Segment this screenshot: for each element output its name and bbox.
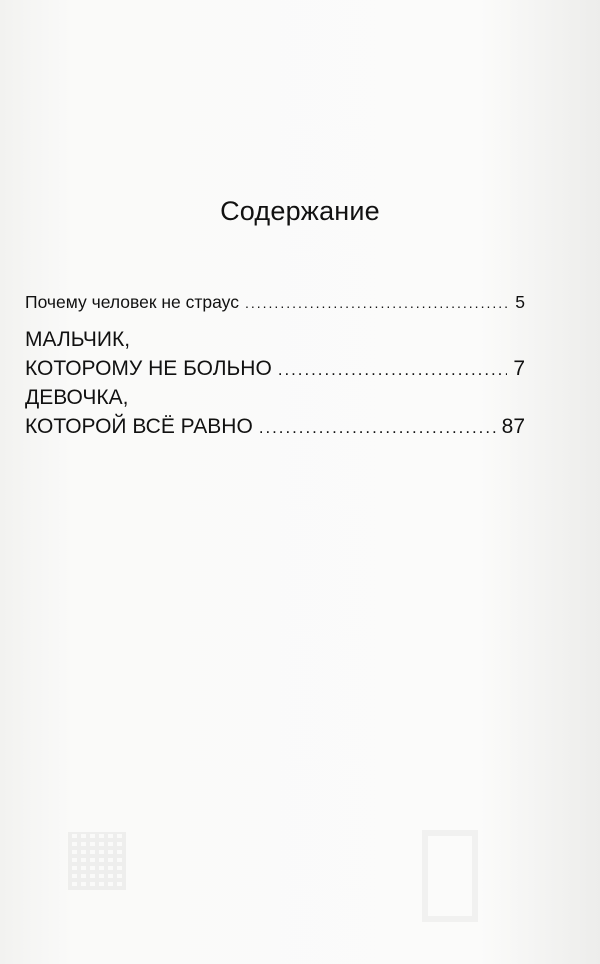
- toc-leader-dots: [259, 413, 496, 442]
- toc-entry-title-line-2: КОТОРОМУ НЕ БОЛЬНО: [25, 357, 272, 380]
- toc-entry-line: [25, 325, 525, 354]
- toc-entry-line: [25, 383, 525, 412]
- faint-publisher-logo-bleedthrough: [422, 830, 478, 922]
- toc-entry-title-line-1: ДЕВОЧКА,: [25, 386, 129, 409]
- toc-entry-1: [25, 292, 525, 313]
- toc-entry-3: [25, 383, 525, 442]
- toc-entry-line: [25, 412, 525, 442]
- toc-entry-title-line-1: МАЛЬЧИК,: [25, 328, 131, 351]
- toc-entry-title-line-2: КОТОРОЙ ВСЁ РАВНО: [25, 415, 253, 438]
- toc-entry-title: Почему человек не страус: [25, 292, 239, 312]
- toc-entry-line: [25, 354, 525, 384]
- toc-leader-dots: [245, 295, 509, 311]
- faint-qr-code-bleedthrough: [68, 832, 126, 890]
- toc-title: Содержание: [220, 196, 380, 226]
- toc-leader-dots: [278, 355, 508, 384]
- toc-page-number: 5: [515, 292, 525, 312]
- toc-entry-line: [25, 292, 525, 313]
- toc-page-number: 87: [501, 415, 525, 438]
- toc-page-number: 7: [513, 357, 525, 380]
- toc-entry-2: [25, 325, 525, 384]
